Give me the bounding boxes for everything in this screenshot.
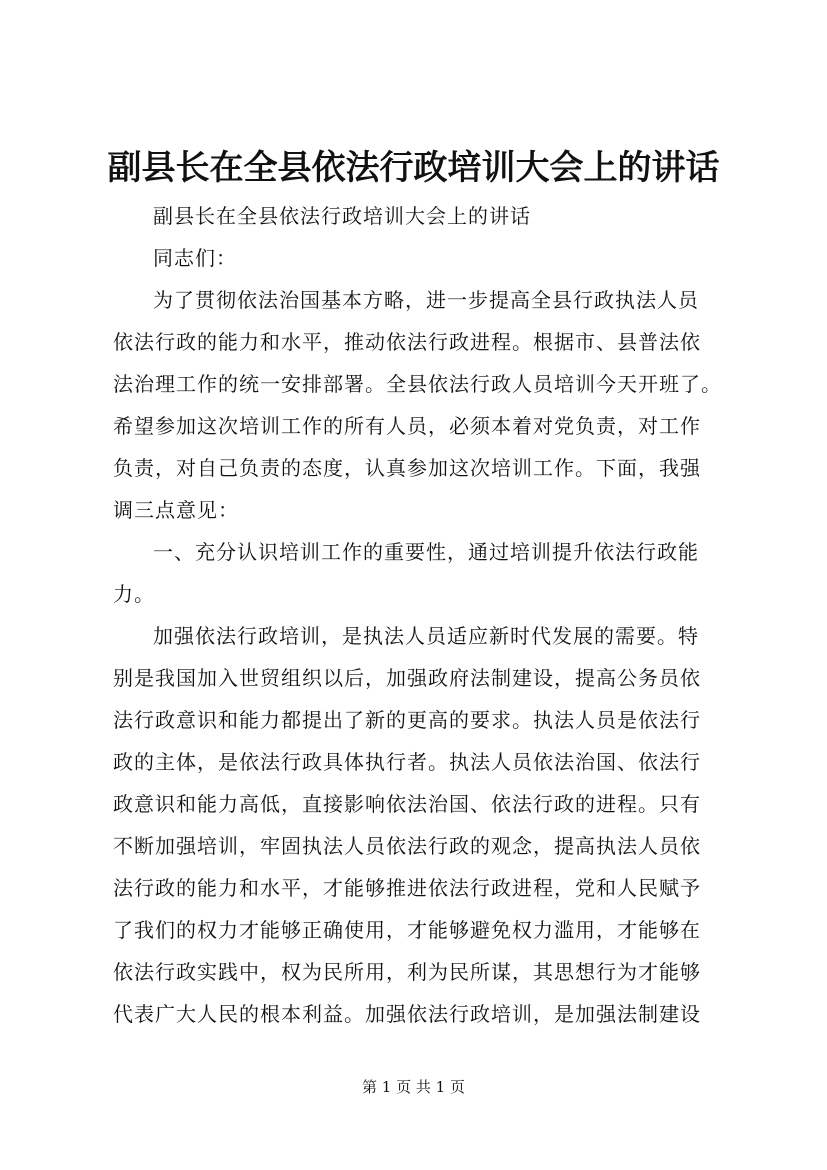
body-line: 不断加强培训，牢固执法人员依法行政的观念，提高执法人员依 bbox=[113, 834, 701, 858]
body-line: 为了贯彻依法治国基本方略，进一步提高全县行政执法人员 bbox=[153, 288, 699, 312]
body-line: 希望参加这次培训工作的所有人员，必须本着对党负责，对工作 bbox=[113, 414, 701, 438]
body-line: 别是我国加入世贸组织以后，加强政府法制建设，提高公务员依 bbox=[113, 666, 701, 690]
page-footer: 第 1 页 共 1 页 bbox=[362, 1078, 465, 1096]
body-line: 法治理工作的统一安排部署。全县依法行政人员培训今天开班了。 bbox=[113, 372, 722, 396]
body-line: 力。 bbox=[113, 582, 155, 606]
body-line: 政意识和能力高低，直接影响依法治国、依法行政的进程。只有 bbox=[113, 792, 701, 816]
body-line: 依法行政的能力和水平，推动依法行政进程。根据市、县普法依 bbox=[113, 330, 701, 354]
body-line: 调三点意见： bbox=[113, 498, 239, 522]
body-line: 同志们： bbox=[153, 246, 237, 270]
body-line: 副县长在全县依法行政培训大会上的讲话 bbox=[153, 204, 531, 228]
body-line: 加强依法行政培训，是执法人员适应新时代发展的需要。特 bbox=[153, 624, 699, 648]
body-line: 法行政的能力和水平，才能够推进依法行政进程，党和人民赋予 bbox=[113, 876, 701, 900]
document-body bbox=[113, 195, 723, 1035]
body-line: 政的主体，是依法行政具体执行者。执法人员依法治国、依法行 bbox=[113, 750, 701, 774]
body-line: 依法行政实践中，权为民所用，利为民所谋，其思想行为才能够 bbox=[113, 960, 701, 984]
body-line: 法行政意识和能力都提出了新的更高的要求。执法人员是依法行 bbox=[113, 708, 701, 732]
body-line: 一、充分认识培训工作的重要性，通过培训提升依法行政能 bbox=[153, 540, 699, 564]
body-line: 了我们的权力才能够正确使用，才能够避免权力滥用，才能够在 bbox=[113, 918, 701, 942]
body-line: 负责，对自己负责的态度，认真参加这次培训工作。下面，我强 bbox=[113, 456, 701, 480]
document-title: 副县长在全县依法行政培训大会上的讲话 bbox=[107, 148, 720, 188]
body-line: 代表广大人民的根本利益。加强依法行政培训，是加强法制建设 bbox=[113, 1002, 701, 1026]
